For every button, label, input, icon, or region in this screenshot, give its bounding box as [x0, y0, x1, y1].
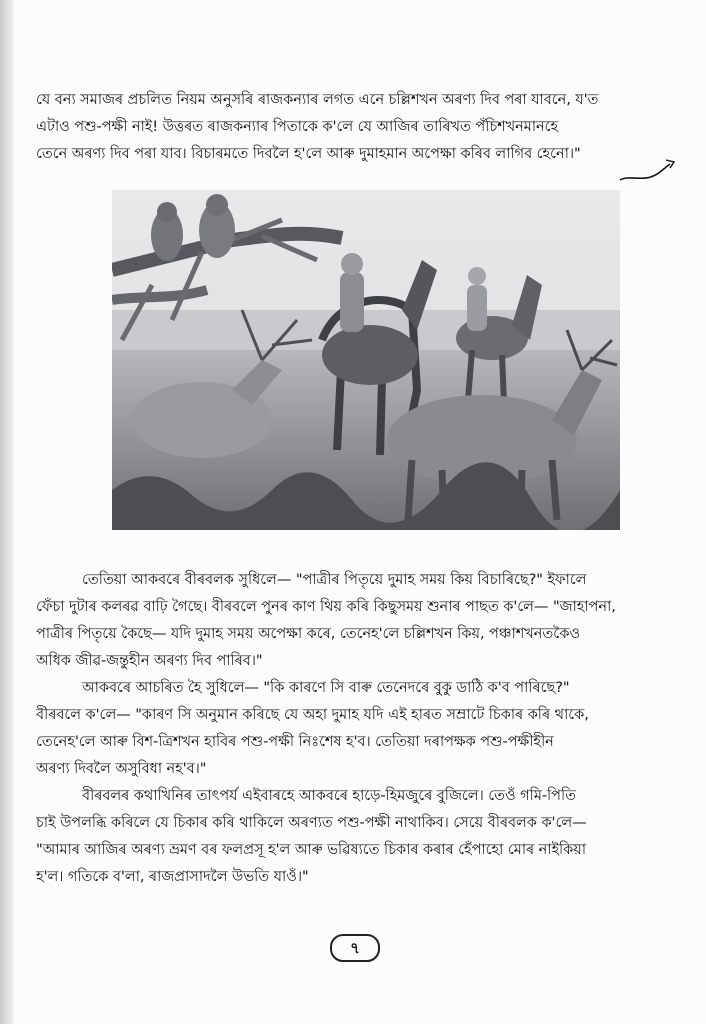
pen-underline-mark [600, 150, 680, 190]
text-line: এটাও পশু-পক্ষী নাই! উত্তৰত ৰাজকন্যাৰ পিতাকে ক'লে যে আজিৰ তাৰিখত পঁচিশখনমানহে [36, 118, 559, 135]
page-edge-shadow [0, 0, 14, 1024]
text-line: তেতিয়া আকবৰে বীৰবলক সুধিলে— "পাত্ৰীৰ পিতৃয়ে দুমাহ সময় কিয় বিচাৰিছে?" ইফালে [82, 571, 587, 588]
text-line: যে বন্য সমাজৰ প্ৰচলিত নিয়ম অনুসৰি ৰাজকন্যাৰ লগত এনে চল্লিশখন অৰণ্য দিব পৰা যাবনে, য'ত [36, 91, 599, 108]
text-line: ফেঁচা দুটাৰ কলৰৱ বাঢ়ি গৈছে। বীৰবলে পুনৰ কাণ থিয় কৰি কিছুসময় শুনাৰ পাছত ক'লে— "জাহাপনা, [36, 598, 616, 615]
text-line: বীৰবলে ক'লে— "কাৰণ সি অনুমান কৰিছে যে অহা দুমাহ যদি এই হাৰত সম্ৰাটে চিকাৰ কৰি থাকে, [36, 706, 589, 723]
text-line: বীৰবলৰ কথাখিনিৰ তাৎপৰ্য এইবাৰহে আকবৰে হাড়ে-হিমজুৰে বুজিলে। তেওঁ গমি-পিতি [82, 787, 576, 804]
text-line: হ'ল। গতিকে ব'লা, ৰাজপ্ৰাসাদলৈ উভতি যাওঁ।" [36, 868, 309, 885]
page-number: ৭ [330, 934, 380, 962]
text-line: অৰণ্য দিবলৈ অসুবিধা নহ'ব।" [36, 760, 207, 777]
paragraph-top [36, 86, 676, 167]
text-line: "আমাৰ আজিৰ অৰণ্য ভ্ৰমণ বৰ ফলপ্ৰসূ হ'ল আৰু ভৱিষ্যতে চিকাৰ কৰাৰ হেঁপাহো মোৰ নাইকিয়া [36, 841, 586, 858]
text-line: পাত্ৰীৰ পিতৃয়ে কৈছে— যদি দুমাহ সময় অপেক্ষা কৰে, তেনেহ'লে চল্লিশখন কিয়, পঞ্চাশখনতকৈও [36, 625, 581, 642]
text-line: আকবৰে আচৰিত হৈ সুধিলে— "কি কাৰণে সি বাৰু তেনেদৰে বুকু ডাঠি ক'ব পাৰিছে?" [82, 679, 570, 696]
text-line: অধিক জীৱ-জন্তুহীন অৰণ্য দিব পাৰিব।" [36, 652, 263, 669]
text-line: তেনে অৰণ্য দিব পৰা যাব। বিচাৰমতে দিবলৈ হ'লে আৰু দুমাহমান অপেক্ষা কৰিব লাগিব হেনো।" [36, 145, 581, 162]
text-line: চাই উপলব্ধি কৰিলে যে চিকাৰ কৰি থাকিলে অৰণ্যত পশু-পক্ষী নাথাকিব। সেয়ে বীৰবলক ক'লে— [36, 814, 587, 831]
forest-scene-illustration [112, 190, 620, 530]
text-line: তেনেহ'লে আৰু বিশ-ত্ৰিশখন হাবিৰ পশু-পক্ষী নিঃশেষ হ'ব। তেতিয়া দৰাপক্ষক পশু-পক্ষীহীন [36, 733, 554, 750]
paragraphs [36, 566, 676, 890]
